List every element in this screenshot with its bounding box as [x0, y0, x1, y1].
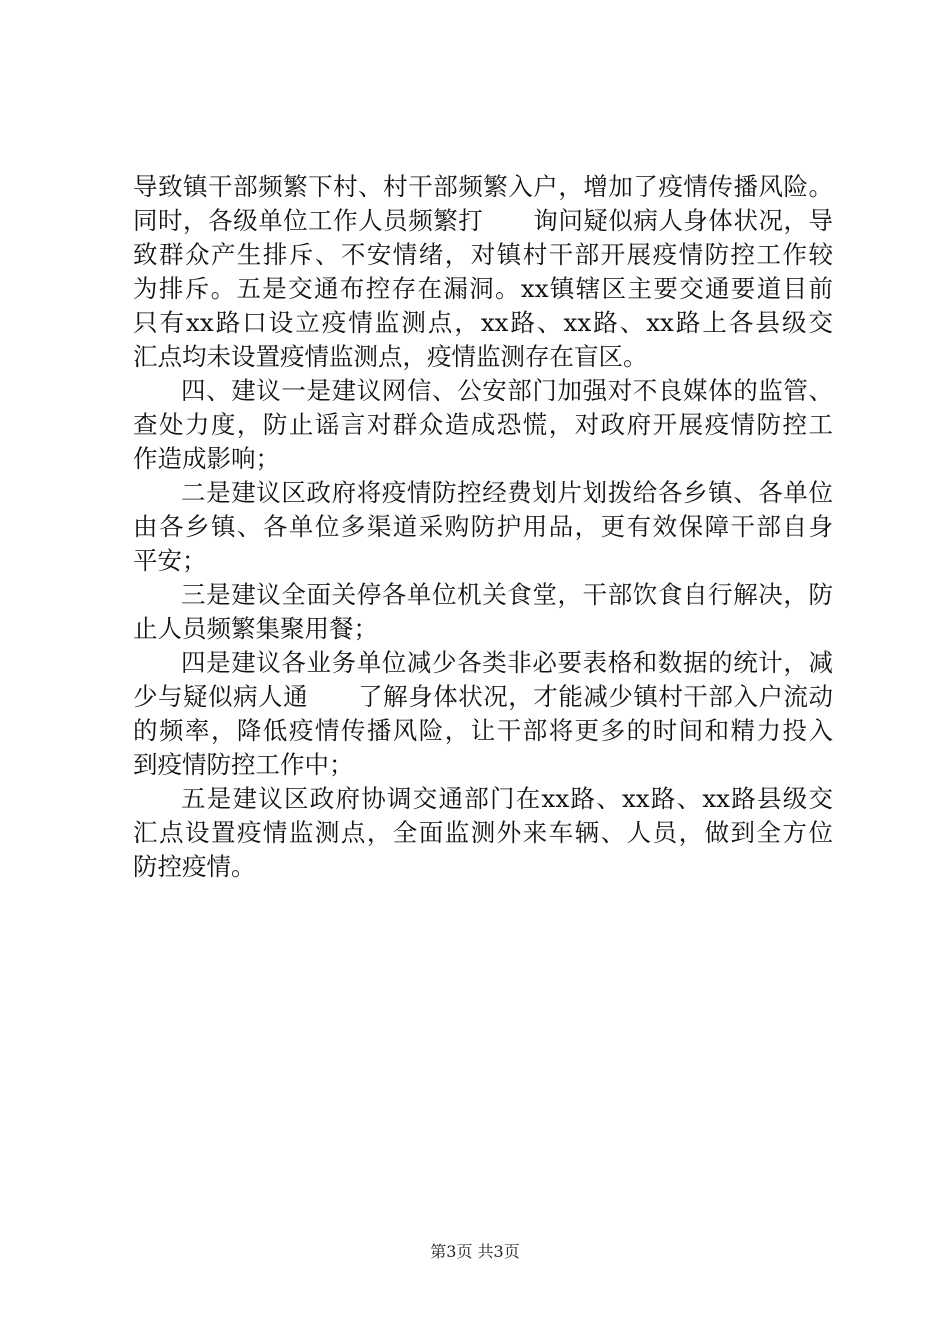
paragraph-first-line: 四、建议一是建议网信、公安部门加强对不良媒体的监管、 — [181, 376, 833, 405]
paragraph-first-line: 五是建议区政府协调交通部门在xx路、xx路、xx路县级交 — [181, 784, 833, 813]
text-line: 的频率，降低疫情传播风险，让干部将更多的时间和精力投入 — [133, 716, 833, 745]
text-line: 由各乡镇、各单位多渠道采购防护用品，更有效保障干部自身 — [133, 512, 833, 541]
text-line: 只有xx路口设立疫情监测点，xx路、xx路、xx路上各县级交 — [133, 308, 833, 337]
text-line: 防控疫情。 — [133, 852, 256, 881]
page-number-footer: 第3页 共3页 — [430, 1242, 520, 1261]
text-line: 汇点设置疫情监测点，全面监测外来车辆、人员，做到全方位 — [133, 818, 833, 847]
text-line: 为排斥。五是交通布控存在漏洞。xx镇辖区主要交通要道目前 — [133, 274, 833, 303]
paragraph-first-line: 二是建议区政府将疫情防控经费划片划拨给各乡镇、各单位 — [181, 478, 833, 507]
text-line: 查处力度，防止谣言对群众造成恐慌，对政府开展疫情防控工 — [133, 410, 833, 439]
text-line: 到疫情防控工作中； — [133, 750, 354, 779]
text-line: 作造成影响； — [133, 444, 280, 473]
text-line: 止人员频繁集聚用餐； — [133, 614, 378, 643]
text-line: 致群众产生排斥、不安情绪，对镇村干部开展疫情防控工作较 — [133, 240, 833, 269]
paragraph-first-line: 四是建议各业务单位减少各类非必要表格和数据的统计，减 — [181, 648, 833, 677]
text-line: 汇点均未设置疫情监测点，疫情监测存在盲区。 — [133, 342, 648, 371]
text-line: 导致镇干部频繁下村、村干部频繁入户，增加了疫情传播风险。 — [133, 172, 833, 201]
text-line: 少与疑似病人通 了解身体状况，才能减少镇村干部入户流动 — [133, 682, 833, 711]
text-line: 同时，各级单位工作人员频繁打 询问疑似病人身体状况，导 — [133, 206, 833, 235]
paragraph-first-line: 三是建议全面关停各单位机关食堂，干部饮食自行解决，防 — [181, 580, 833, 609]
text-line: 平安； — [133, 546, 207, 575]
